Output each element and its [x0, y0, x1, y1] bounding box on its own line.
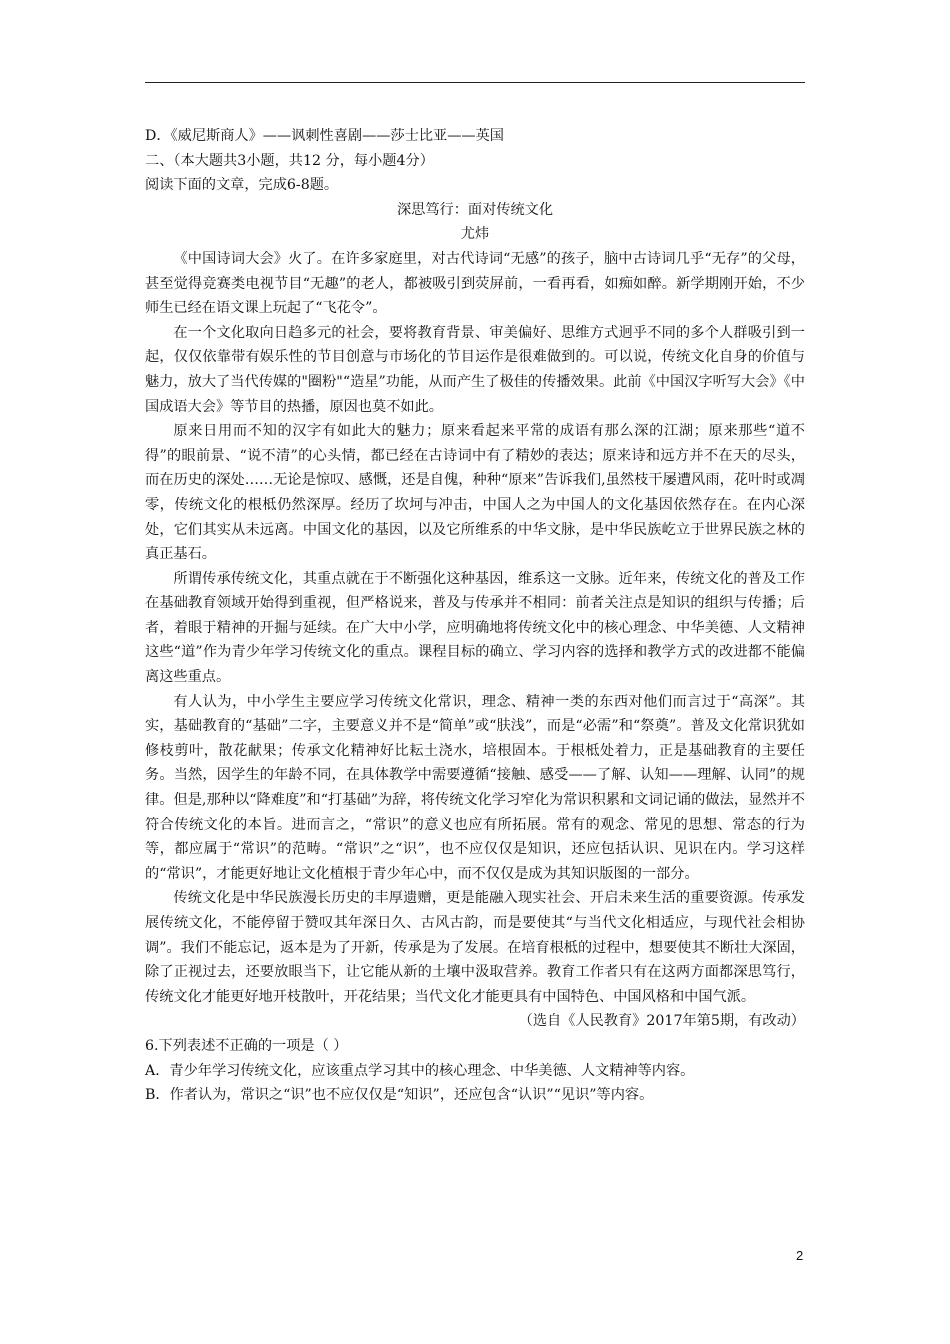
article-title: 深思笃行：面对传统文化: [396, 201, 554, 218]
reading-instruction: 阅读下面的文章，完成6-8题。: [145, 177, 339, 194]
question-6-option-b: B．作者认为，常识之“识”也不应仅仅是“知识”，还应包含“认识”“见识”等内容。: [145, 1087, 654, 1104]
option-d: D．《威尼斯商人》——讽刺性喜剧——莎士比亚——英国: [145, 128, 504, 144]
article-paragraph-6: 传统文化是中华民族漫长历史的丰厚遗赠，更是能融入现实社会、开启未来生活的重要资源。传承发展传统文化，不能停留于赞叹其年深日久、古风古韵，而是要使其“与当代文化相适应，与现代社会相协调”。我们不能忘记，返本是为了开新，传承是为了发展。在培育根柢的过程中，想要使其不断壮大深固，除了正视过去，还要放眼当下，让它能从新的土壤中汲取营养。教育工作者只有在这两方面都深思笃行，传统文化才能更好地开枝散叶，开花结果；当代文化才能更具有中国特色、中国风格和中国气派。: [145, 890, 805, 1005]
article-paragraph-3: 原来日用而不知的汉字有如此大的魅力；原来看起来平常的成语有那么深的江湖；原来那些“道不得”的眼前景、“说不清”的心头情，都已经在古诗词中有了精妙的表达；原来诗和远方并不在天的尽头，而在历史的深处……无论是惊叹、感慨，还是自傀，种种“原来”告诉我们,虽然枝干屡遭风雨，花叶时或凋零，传统文化的根柢仍然深厚。经历了坎坷与冲击，中国人之为中国人的文化基因依然存在。在内心深处，它们其实从未远离。中国文化的基因，以及它所维系的中华文脉，是中华民族屹立于世界民族之林的真正基石。: [145, 423, 805, 563]
article-author: 尤炜: [460, 226, 490, 243]
article-source: （选自《人民教育》2017年第5期，有改动）: [518, 1013, 805, 1030]
question-6-stem: 6.下列表述不正确的一项是（ ）: [145, 1037, 348, 1054]
article-paragraph-2: 在一个文化取向日趋多元的社会，要将教育背景、审美偏好、思维方式迥乎不同的多个人群吸引到一起，仅仅依靠带有娱乐性的节目创意与市场化的节目运作是很难做到的。可以说，传统文化自身的价值与魅力，放大了当代传媒的"圈粉"“造星”功能，从而产生了极佳的传播效果。此前《中国汉字听写大会》《中国成语大会》等节目的热播，原因也莫不如此。: [145, 324, 805, 415]
article-paragraph-4: 所谓传承传统文化，其重点就在于不断强化这种基因，维系这一文脉。近年来，传统文化的普及工作在基础教育领域开始得到重视，但严格说来，普及与传承并不相同：前者关注点是知识的组织与传播；后者，着眼于精神的开掘与延续。在广大中小学，应明确地将传统文化中的核心理念、中华美德、人文精神这些“道”作为青少年学习传统文化的重点。课程目标的确立、学习内容的选择和教学方式的改进都不能偏离这些重点。: [145, 570, 805, 686]
section-header: 二、（本大题共3小题，共12 分，每小题4分）: [145, 152, 434, 169]
document-body: [145, 124, 805, 1108]
header-rule: [145, 82, 805, 83]
article-paragraph-1: 《中国诗词大会》火了。在许多家庭里，对古代诗词“无感”的孩子，脑中古诗词几乎“无存”的父母，甚至觉得竞赛类电视节目“无趣”的老人，都被吸引到荧屏前，一看再看，如痴如醉。新学期刚开始，不少师生已经在语文课上玩起了“飞花令”。: [145, 250, 805, 317]
page-number: 2: [796, 1248, 804, 1263]
question-6-option-a: A．青少年学习传统文化，应该重点学习其中的核心理念、中华美德、人文精神等内容。: [145, 1062, 695, 1079]
article-paragraph-5: 有人认为，中小学生主要应学习传统文化常识，理念、精神一类的东西对他们而言过于“高深”。其实，基础教育的“基础”二字，主要意义并不是“简单”或“肤浅”，而是“必需”和“祭奠”。普及文化常识犹如修枝剪叶，散花献果；传承文化精神好比耘土浇水，培根固本。于根柢处着力，正是基础教育的主要任务。当然，因学生的年龄不同，在具体教学中需要遵循“接触、感受——了解、认知——理解、认同”的规律。但是,那种以“降难度”和“打基础”为辞，将传统文化学习窄化为常识积累和文词记诵的做法，显然并不符合传统文化的本旨。进而言之，“常识”的意义也应有所拓展。常有的观念、常见的思想、常态的行为等，都应属于“常识”的范畴。“常识”之“识”，也不应仅仅是知识，还应包括认识、见识在内。学习这样的“常识”，才能更好地让文化植根于青少年心中，而不仅仅是成为其知识版图的一部分。: [145, 693, 805, 882]
